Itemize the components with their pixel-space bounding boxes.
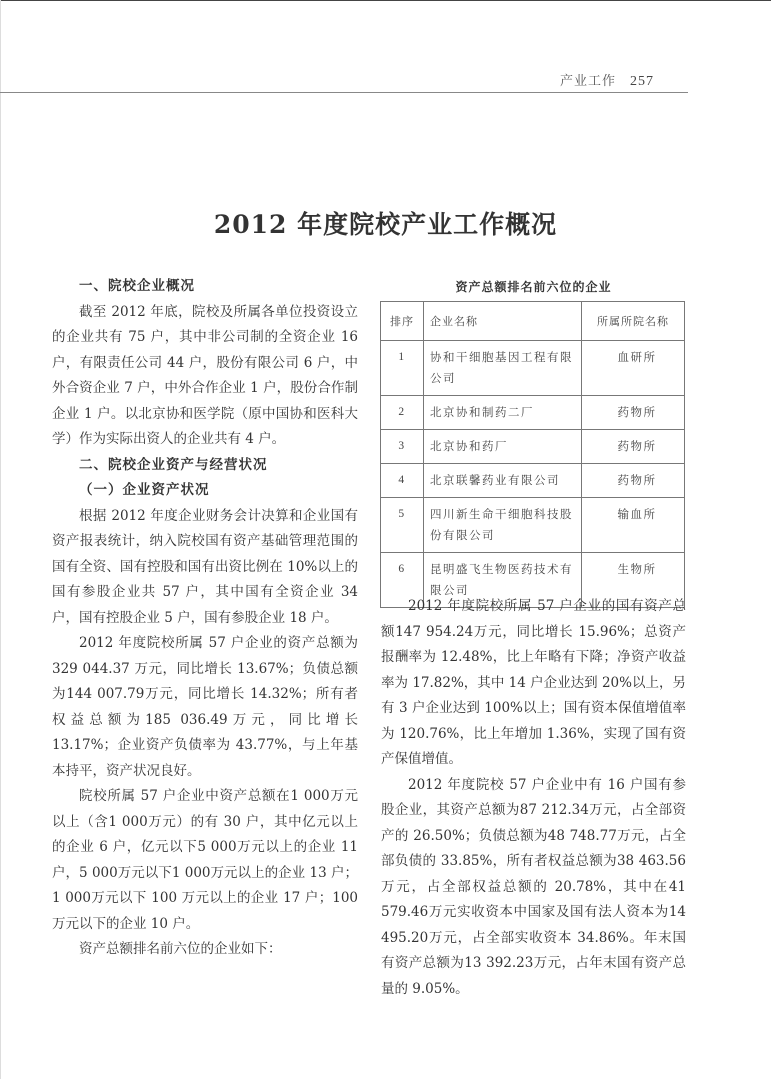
header-rank: 排序 xyxy=(381,302,424,341)
table-row xyxy=(381,396,685,430)
cell-enterprise-name: 北京协和制药二厂 xyxy=(424,396,582,430)
header-institute: 所属所院名称 xyxy=(582,302,685,341)
section-heading-1: 一、院校企业概况 xyxy=(79,278,195,294)
cell-institute: 药物所 xyxy=(582,396,685,430)
paragraph-enterprise-overview: 截至 2012 年底，院校及所属各单位投资设立的企业共有 75 户，其中非公司制的全资企业 16 户，有限责任公司 44 户，股份有限公司 6 户，中外合资企业 7 户，中外合作企业 1 户，股份合作制企业 1 户。以北京协和医学院（原中国协和医科大学）作为实际出资人的企业共有 4 户。 xyxy=(52,303,358,447)
paragraph-asset-scope: 根据 2012 年度企业财务会计决算和企业国有资产报表统计，纳入院校国有资产基础管理范围的国有全资、国有控股和国有出资比例在 10%以上的国有参股企业共 57 户，其中国有全资企业 34 户，国有控股企业 5 户，国有参股企业 18 户。 xyxy=(52,507,358,626)
cell-institute: 血研所 xyxy=(582,341,685,396)
paragraph-state-assets: 2012 年度院校所属 57 户企业的国有资产总额147 954.24万元，同比增长 15.96%；总资产报酬率为 12.48%，比上年略有下降；净资产收益率为 17.82%，其中 14 户企业达到 20%以上，另有 3 户企业达到 100%以上；国有资本保值增值率为 120.76%，比上年增加 1.36%，实现了国有资产保值增值。 xyxy=(381,598,686,767)
left-column xyxy=(52,274,358,963)
paragraph-asset-distribution: 院校所属 57 户企业中资产总额在1 000万元以上（含1 000万元）的有 30 户，其中亿元以上的企业 6 户，亿元以下5 000万元以上的企业 11 户，5 000万元以下1 000万元以上的企业 13 户；1 000万元以下 100 万元以上的企业 17 户；100 万元以下的企业 10 户。 xyxy=(52,788,358,932)
cell-enterprise-name: 北京联馨药业有限公司 xyxy=(424,464,582,498)
article-title: 2012 年度院校产业工作概况 xyxy=(213,209,558,239)
cell-institute: 输血所 xyxy=(582,498,685,553)
subsection-heading-1: （一）企业资产状况 xyxy=(79,482,210,498)
header-rule xyxy=(0,92,688,93)
table-header-row xyxy=(381,302,685,341)
page-number: 257 xyxy=(630,74,655,89)
cell-institute: 药物所 xyxy=(582,430,685,464)
paragraph-table-intro: 资产总额排名前六位的企业如下： xyxy=(79,941,282,957)
table-row xyxy=(381,498,685,553)
cell-institute: 药物所 xyxy=(582,464,685,498)
cell-rank: 1 xyxy=(381,341,424,396)
cell-rank: 3 xyxy=(381,430,424,464)
cell-rank: 4 xyxy=(381,464,424,498)
header-enterprise-name: 企业名称 xyxy=(424,302,582,341)
section-heading-2: 二、院校企业资产与经营状况 xyxy=(79,456,268,473)
running-header xyxy=(560,70,760,90)
cell-enterprise-name: 昆明盛飞生物医药技术有限公司 xyxy=(424,553,582,608)
cell-enterprise-name: 四川新生命干细胞科技股份有限公司 xyxy=(424,498,582,553)
table-row xyxy=(381,341,685,396)
running-header-section: 产业工作 xyxy=(560,74,617,89)
cell-rank: 6 xyxy=(381,553,424,608)
cell-rank: 2 xyxy=(381,396,424,430)
right-column xyxy=(381,594,686,1002)
paragraph-asset-totals: 2012 年度院校所属 57 户企业的资产总额为 329 044.37 万元，同比增长 13.67%；负债总额为144 007.79万元，同比增长 14.32%；所有者权益总额为185 036.49万元，同比增长 13.17%；企业资产负债率为 43.77%，与上年基本持平，资产状况良好。 xyxy=(52,635,358,779)
table-row xyxy=(381,464,685,498)
cell-institute: 生物所 xyxy=(582,553,685,608)
top-six-enterprises-table xyxy=(380,301,685,608)
page-left-edge xyxy=(0,0,1,1079)
table-caption: 资产总额排名前六位的企业 xyxy=(455,280,612,294)
paragraph-minority-holdings: 2012 年度院校 57 户企业中有 16 户国有参股企业，其资产总额为87 212.34万元，占全部资产的 26.50%；负债总额为48 748.77万元，占全部负债的 33.85%，所有者权益总额为38 463.56万元，占全部权益总额的 20.78%，其中在41 579.46万元实收资本中国家及国有法人资本为14 495.20万元，占全部实收资本 34.86%。年末国有资产总额为13 392.23万元，占年末国有资产总量的 9.05%。 xyxy=(381,776,686,997)
cell-enterprise-name: 北京协和药厂 xyxy=(424,430,582,464)
table-row xyxy=(381,430,685,464)
cell-enterprise-name: 协和干细胞基因工程有限公司 xyxy=(424,341,582,396)
cell-rank: 5 xyxy=(381,498,424,553)
page-top-edge xyxy=(0,0,771,1)
